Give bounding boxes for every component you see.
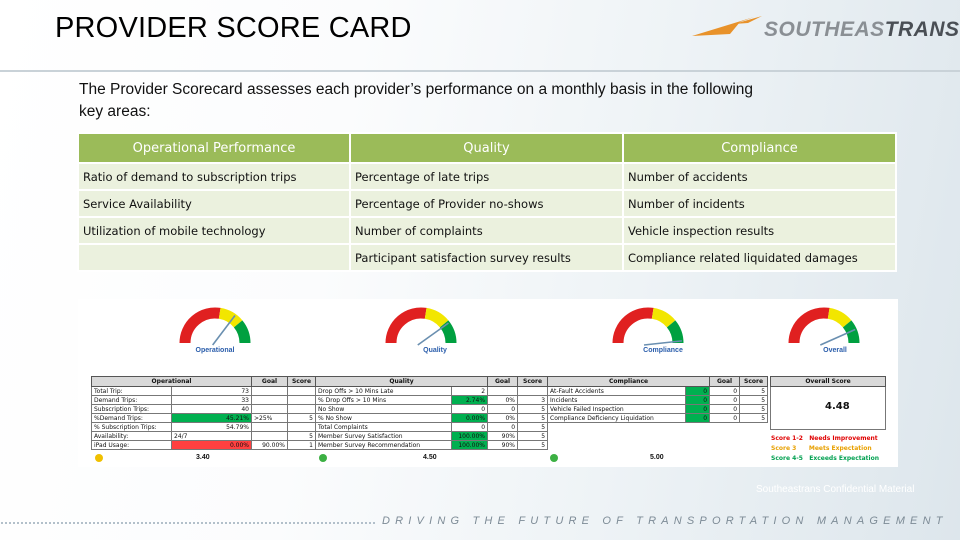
table-row: Total Complaints 0 0 5 [316, 423, 548, 432]
table-row: Compliance Deficiency Liquidation 0 0 5 [548, 414, 768, 423]
table-row: Availability: 24/7 5 [92, 432, 316, 441]
status-dot-icon [95, 454, 103, 462]
column-header: Score [740, 377, 768, 387]
intro-text: The Provider Scorecard assesses each provider’s performance on a monthly basis in the following key areas: [79, 81, 754, 120]
status-dot-icon [550, 454, 558, 462]
legend-item: Score 4-5 Exceeds Expectation [771, 455, 879, 462]
logo-swoosh-icon [690, 14, 764, 42]
column-header: Quality [350, 133, 623, 163]
column-header: Score [518, 377, 548, 387]
gauge-segment [185, 313, 220, 343]
table-row: Demand Trips: 33 [92, 396, 316, 405]
quality-score-table [315, 376, 548, 450]
key-areas-table [77, 132, 897, 272]
table-row: % Drop Offs > 10 Mins 2.74% 0% 3 [316, 396, 548, 405]
footer-dotted-line [0, 522, 375, 524]
table-row: % Subscription Trips: 54.79% [92, 423, 316, 432]
table-cell: Number of complaints [350, 217, 623, 244]
gauge-segment [618, 313, 653, 343]
table-row: Total Trip: 73 [92, 387, 316, 396]
table-row: %Demand Trips: 45.21% >25% 5 [92, 414, 316, 423]
table-row [78, 217, 896, 244]
logo-wordmark: SOUTHEASTRANS [764, 18, 960, 41]
gauge-segment [444, 324, 451, 343]
footer-tagline: DRIVING THE FUTURE OF TRANSPORTATION MANAGEMENT [382, 515, 948, 527]
table-row: Vehicle Failed Inspection 0 0 5 [548, 405, 768, 414]
compliance-score-table [547, 376, 768, 423]
table-row: Member Survey Satisfaction 100.00% 90% 5 [316, 432, 548, 441]
table-row: Subscription Trips: 40 [92, 405, 316, 414]
table-row [78, 190, 896, 217]
gauge-label: Overall [823, 347, 847, 354]
table-row [78, 163, 896, 190]
legend-item: Score 3 Meets Expectation [771, 445, 872, 452]
column-header: Operational [92, 377, 252, 387]
table-cell [78, 244, 350, 271]
gauge-segment [794, 313, 829, 343]
column-header: Compliance [548, 377, 710, 387]
table-cell: Number of incidents [623, 190, 896, 217]
page-title: PROVIDER SCORE CARD [55, 12, 412, 44]
table-row: No Show 0 0 5 [316, 405, 548, 414]
legend-item: Score 1-2 Needs Improvement [771, 435, 878, 442]
table-cell: Number of accidents [623, 163, 896, 190]
table-cell: Service Availability [78, 190, 350, 217]
table-header-row [78, 133, 896, 163]
table-cell: Participant satisfaction survey results [350, 244, 623, 271]
gauge-label: Operational [195, 347, 235, 354]
gauge-label: Quality [423, 347, 447, 354]
table-cell: Percentage of late trips [350, 163, 623, 190]
quality-total: 4.50 [423, 454, 437, 461]
table-row: At-Fault Accidents 0 0 5 [548, 387, 768, 396]
column-header: Overall Score [771, 377, 886, 387]
table-row [78, 244, 896, 271]
operational-score-table [91, 376, 316, 450]
title-divider [0, 70, 960, 72]
column-header: Operational Performance [78, 133, 350, 163]
company-logo [690, 14, 960, 46]
column-header: Goal [488, 377, 518, 387]
gauge-segment [238, 324, 245, 343]
table-row: % No Show 0.00% 0% 5 [316, 414, 548, 423]
column-header: Quality [316, 377, 488, 387]
table-cell: Utilization of mobile technology [78, 217, 350, 244]
column-header: Goal [252, 377, 288, 387]
column-header: Goal [710, 377, 740, 387]
column-header: Score [288, 377, 316, 387]
gauge-segment [426, 313, 444, 324]
table-cell: Ratio of demand to subscription trips [78, 163, 350, 190]
confidential-notice: Southeastrans Confidential Material [756, 484, 915, 495]
scorecard-image [78, 299, 898, 467]
gauge-segment [391, 313, 426, 343]
table-row: Incidents 0 0 5 [548, 396, 768, 405]
gauge-segment [653, 313, 671, 324]
table-cell: Compliance related liquidated damages [623, 244, 896, 271]
gauge-segment [671, 324, 678, 343]
column-header: Compliance [623, 133, 896, 163]
table-row: Member Survey Recommendation 100.00% 90% 5 [316, 441, 548, 450]
overall-score-value: 4.48 [825, 401, 850, 412]
table-cell: Vehicle inspection results [623, 217, 896, 244]
compliance-total: 5.00 [650, 454, 664, 461]
status-dot-icon [319, 454, 327, 462]
table-cell: Percentage of Provider no-shows [350, 190, 623, 217]
gauge-label: Compliance [643, 347, 683, 354]
table-row: iPad Usage: 0.00% 90.00% 1 [92, 441, 316, 450]
table-row: Drop Offs > 10 Mins Late 2 [316, 387, 548, 396]
gauge-segment [829, 313, 847, 324]
operational-total: 3.40 [196, 454, 210, 461]
